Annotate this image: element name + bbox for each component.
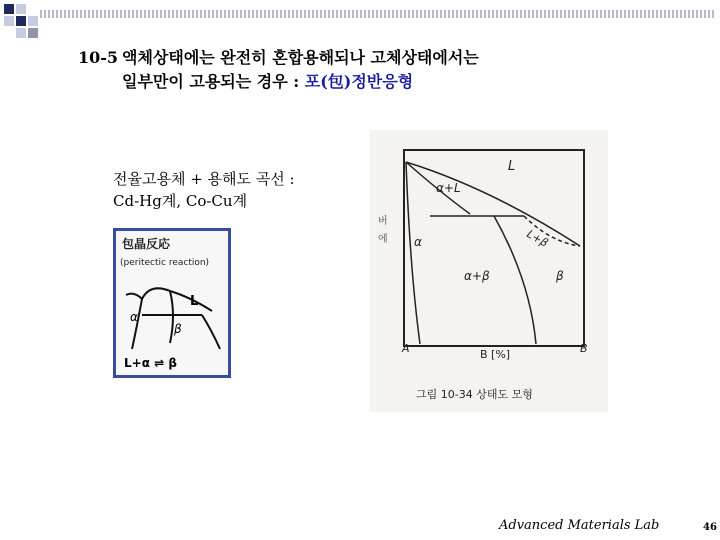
subtitle-line-1: 전율고용체 + 용해도 곡선 :: [113, 170, 295, 188]
page-number: 46: [703, 522, 717, 533]
peritectic-mini-svg: [116, 231, 228, 375]
mini-beta-right-boundary: [202, 315, 220, 349]
title-line-2-prefix: 일부만이 고용되는 경우 :: [122, 72, 305, 91]
mini-subheader: (peritectic reaction): [120, 258, 210, 268]
mini-alpha-boundary: [132, 299, 142, 349]
footer-lab-name: Advanced Materials Lab: [499, 518, 660, 533]
label-alpha: α: [414, 235, 422, 249]
subtitle: [113, 168, 295, 212]
decorative-header-pattern: [0, 0, 720, 40]
label-L-beta: L+β: [524, 227, 551, 250]
axis-A: A: [402, 342, 410, 355]
alpha-solvus-curve: [406, 162, 420, 344]
liquidus-curve: [406, 162, 580, 246]
side-mark-1: 버: [378, 216, 388, 227]
subtitle-line-2: Cd-Hg계, Co-Cu계: [113, 192, 248, 210]
label-alpha-L: α+L: [436, 181, 461, 195]
axis-label: B [%]: [480, 348, 511, 361]
mini-beta-left-boundary: [170, 291, 173, 343]
title-highlight: 포(包)정반응형: [304, 72, 414, 91]
slide-title: [78, 46, 479, 94]
mini-reaction: L+α ⇌ β: [124, 356, 177, 370]
mini-label-beta: β: [174, 322, 182, 336]
mini-label-L: L: [190, 294, 199, 309]
section-number: 10-5: [78, 48, 119, 67]
diagram-frame: [404, 150, 584, 346]
mini-label-alpha: α: [130, 310, 138, 324]
label-L: L: [508, 159, 516, 174]
title-line-1: 액체상태에는 완전히 혼합용해되나 고체상태에서는: [122, 48, 479, 67]
phase-diagram-svg: [370, 130, 608, 412]
peritectic-mini-diagram: [113, 228, 231, 378]
axis-B: B: [580, 342, 588, 355]
mini-liquidus-curve: [126, 288, 212, 311]
figure-caption: 그림 10-34 상태도 모형: [416, 388, 533, 401]
label-beta: β: [556, 269, 564, 283]
mini-header: 包晶反応: [122, 237, 171, 251]
phase-diagram: [370, 130, 608, 412]
label-alpha-beta: α+β: [464, 269, 490, 283]
side-mark-2: 에: [378, 234, 388, 245]
